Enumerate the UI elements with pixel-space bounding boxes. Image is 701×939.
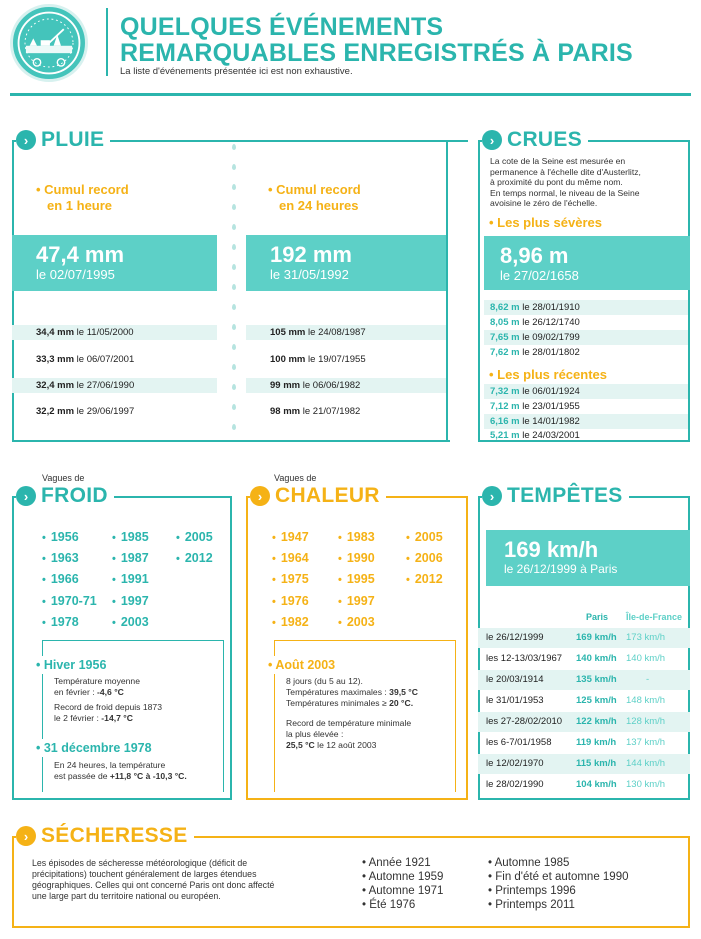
- froid-year: • 2005: [176, 530, 213, 544]
- chaleur-year: • 2006: [406, 551, 443, 565]
- tempetes-row: les 12-13/03/1967 140 km/h 140 km/h: [486, 653, 666, 664]
- pluie-1h-label: • Cumul record en 1 heure: [36, 182, 129, 213]
- crues-intro: La cote de la Seine est mesurée en permanence à l'échelle dite d'Austerlitz, à proximité du pont du même nom. En temps normal, le niveau de la Seine avoisine le zéro de l'échelle.: [490, 156, 641, 208]
- froid-year: • 1991: [112, 572, 149, 586]
- secheresse-heading: › SÉCHERESSE: [16, 824, 194, 848]
- list-item: • Fin d'été et automne 1990: [488, 871, 629, 883]
- crues-recent-row: 7,32 m le 06/01/1924: [484, 384, 688, 399]
- pluie-24h-row: 105 mm le 24/08/1987: [246, 325, 446, 340]
- chevron-right-icon: ›: [16, 826, 36, 846]
- chevron-right-icon: ›: [250, 486, 270, 506]
- crues-record: 8,96 m le 27/02/1658: [484, 236, 690, 290]
- chevron-right-icon: ›: [482, 130, 502, 150]
- froid-heading: › FROID: [16, 484, 114, 508]
- list-item: • Automne 1959: [362, 871, 444, 883]
- tempetes-row: le 12/02/1970 115 km/h 144 km/h: [478, 754, 690, 774]
- tempetes-col-paris: Paris: [586, 612, 609, 622]
- crues-recent-label: • Les plus récentes: [489, 367, 607, 382]
- crues-severe-row: 8,62 m le 28/01/1910: [484, 300, 688, 315]
- chaleur-year: • 1947: [272, 530, 309, 544]
- froid-year: • 1985: [112, 530, 149, 544]
- list-item: • Printemps 2011: [488, 899, 575, 911]
- chaleur-year: • 2005: [406, 530, 443, 544]
- chaleur-left-border: [246, 496, 248, 800]
- chevron-right-icon: ›: [16, 486, 36, 506]
- chaleur-year: • 1997: [338, 594, 375, 608]
- froid-year: • 1963: [42, 551, 79, 565]
- crues-right-border: [688, 140, 690, 442]
- froid-event-1-title: • Hiver 1956: [36, 656, 110, 674]
- crues-severe-row: 7,62 m le 28/01/1802: [490, 347, 580, 358]
- tempetes-row: le 31/01/1953 125 km/h 148 km/h: [486, 695, 666, 706]
- tempetes-row: le 26/12/1999 169 km/h 173 km/h: [478, 628, 690, 648]
- pluie-1h-row: 34,4 mm le 11/05/2000: [12, 325, 217, 340]
- pluie-24h-row: 99 mm le 06/06/1982: [246, 378, 446, 393]
- chaleur-year: • 1976: [272, 594, 309, 608]
- froid-year: • 1970-71: [42, 594, 97, 608]
- page-title: QUELQUES ÉVÉNEMENTS REMARQUABLES ENREGISTRÉS À PARIS: [120, 13, 633, 67]
- pluie-24h-row: 100 mm le 19/07/1955: [270, 354, 366, 365]
- list-item: • Automne 1985: [488, 857, 570, 869]
- page-subtitle: La liste d'événements présentée ici est non exhaustive.: [120, 66, 353, 77]
- secheresse-left-border: [12, 836, 14, 928]
- pluie-heading: › PLUIE: [16, 128, 110, 152]
- crues-heading: › CRUES: [482, 128, 588, 152]
- froid-prefix: Vagues de: [42, 473, 85, 483]
- chaleur-prefix: Vagues de: [274, 473, 317, 483]
- chaleur-year: • 1990: [338, 551, 375, 565]
- secheresse-text: Les épisodes de sécheresse météorologique (déficit de précipitations) touchent généralement de larges étendues géographiques. Celles qui ont concerné Paris ont donc affecté une large part du territoire national ou européen.: [32, 858, 275, 901]
- tempetes-bottom-border: [478, 798, 690, 800]
- froid-right-border: [230, 496, 232, 800]
- tempetes-row: les 6-7/01/1958 119 km/h 137 km/h: [486, 737, 666, 748]
- chaleur-year: • 1964: [272, 551, 309, 565]
- pluie-1h-record: 47,4 mm le 02/07/1995: [12, 235, 217, 291]
- weather-instrument-logo: [10, 4, 88, 82]
- header-rule: [10, 93, 691, 96]
- froid-year: • 1987: [112, 551, 149, 565]
- chaleur-year: • 2003: [338, 615, 375, 629]
- crues-recent-row: 5,21 m le 24/03/2001: [490, 430, 580, 441]
- crues-recent-row: 7,12 m le 23/01/1955: [490, 401, 580, 412]
- list-item: • Année 1921: [362, 857, 431, 869]
- froid-year: • 1997: [112, 594, 149, 608]
- froid-left-border: [12, 496, 14, 800]
- pluie-1h-row: 33,3 mm le 06/07/2001: [36, 354, 135, 365]
- crues-severe-label: • Les plus sévères: [489, 215, 602, 230]
- crues-recent-row: 6,16 m le 14/01/1982: [484, 414, 688, 429]
- froid-year: • 1956: [42, 530, 79, 544]
- list-item: • Été 1976: [362, 899, 416, 911]
- chaleur-event-title: • Août 2003: [268, 656, 339, 674]
- chaleur-year: • 1982: [272, 615, 309, 629]
- chevron-right-icon: ›: [16, 130, 36, 150]
- froid-year: • 2012: [176, 551, 213, 565]
- chaleur-year: • 1995: [338, 572, 375, 586]
- froid-event-1-text: Température moyenne en février : -4,6 °C Record de froid depuis 1873 le 2 février : -14,7 °C: [54, 676, 162, 723]
- chaleur-right-border: [466, 496, 468, 800]
- chaleur-year: • 1983: [338, 530, 375, 544]
- chaleur-heading: › CHALEUR: [250, 484, 386, 508]
- secheresse-list-1: [362, 856, 443, 912]
- froid-event-2-text: En 24 heures, la température est passée de +11,8 °C à -10,3 °C.: [54, 760, 187, 781]
- tempetes-row: le 28/02/1990 104 km/h 130 km/h: [486, 779, 666, 790]
- pluie-1h-row: 32,2 mm le 29/06/1997: [36, 406, 135, 417]
- pluie-24h-row: 98 mm le 21/07/1982: [270, 406, 361, 417]
- froid-year: • 1978: [42, 615, 79, 629]
- secheresse-bottom-border: [12, 926, 690, 928]
- pluie-bottom-border: [12, 440, 450, 442]
- tempetes-row: le 20/03/1914 135 km/h -: [478, 670, 690, 690]
- chaleur-year: • 2012: [406, 572, 443, 586]
- crues-severe-row: 8,05 m le 26/12/1740: [490, 317, 580, 328]
- crues-left-border: [478, 140, 480, 442]
- pluie-24h-record: 192 mm le 31/05/1992: [246, 235, 446, 291]
- froid-event-2-title: • 31 décembre 1978: [36, 739, 156, 757]
- chaleur-bottom-border: [246, 798, 468, 800]
- froid-bottom-border: [12, 798, 232, 800]
- froid-year: • 2003: [112, 615, 149, 629]
- pluie-right-border: [446, 140, 448, 442]
- froid-year: • 1966: [42, 572, 79, 586]
- chaleur-year: • 1975: [272, 572, 309, 586]
- secheresse-right-border: [688, 836, 690, 928]
- tempetes-record: 169 km/h le 26/12/1999 à Paris: [486, 530, 690, 586]
- secheresse-list-2: [488, 856, 629, 912]
- raindrop-divider: [231, 140, 237, 430]
- pluie-1h-row: 32,4 mm le 27/06/1990: [12, 378, 217, 393]
- chevron-right-icon: ›: [482, 486, 502, 506]
- tempetes-heading: › TEMPÊTES: [482, 484, 629, 508]
- list-item: • Printemps 1996: [488, 885, 576, 897]
- tempetes-col-idf: Île-de-France: [626, 612, 683, 622]
- chaleur-event-text: 8 jours (du 5 au 12). Températures maximales : 39,5 °C Températures minimales ≥ 20 °C. Record de température minimale la plus élevée : 25,5 °C le 12 août 2003: [286, 676, 418, 750]
- list-item: • Automne 1971: [362, 885, 444, 897]
- header-divider: [106, 8, 108, 76]
- crues-severe-row: 7,65 m le 09/02/1799: [484, 330, 688, 345]
- pluie-24h-label: • Cumul record en 24 heures: [268, 182, 361, 213]
- tempetes-row: les 27-28/02/2010 122 km/h 128 km/h: [478, 712, 690, 732]
